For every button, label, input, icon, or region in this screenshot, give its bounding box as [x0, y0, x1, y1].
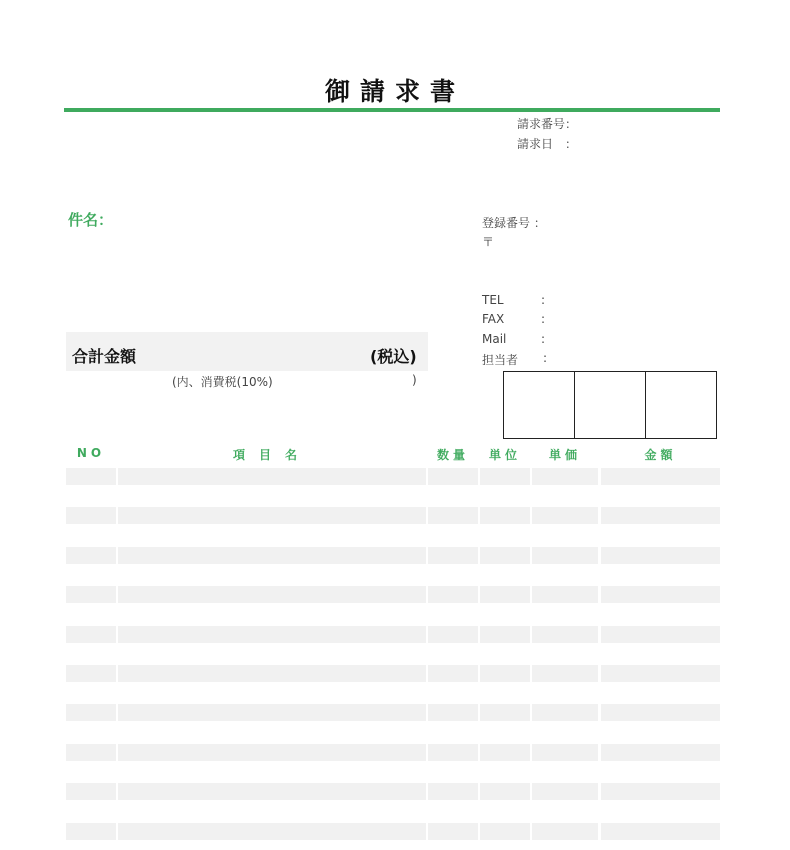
cell-no[interactable]: [66, 665, 116, 682]
cell-quantity[interactable]: [428, 823, 478, 840]
cell-unit-price[interactable]: [532, 547, 598, 564]
cell-unit-price[interactable]: [532, 507, 598, 524]
cell-unit[interactable]: [480, 783, 530, 800]
cell-unit-price[interactable]: [532, 704, 598, 721]
cell-amount[interactable]: [601, 665, 720, 682]
table-row: [0, 468, 790, 485]
cell-unit[interactable]: [480, 744, 530, 761]
cell-item-name[interactable]: [118, 704, 426, 721]
cell-no[interactable]: [66, 547, 116, 564]
cell-no[interactable]: [66, 507, 116, 524]
cell-item-name[interactable]: [118, 744, 426, 761]
table-row: [0, 586, 790, 603]
title-underline: [64, 108, 720, 112]
cell-unit-price[interactable]: [532, 626, 598, 643]
cell-no[interactable]: [66, 823, 116, 840]
table-row: [0, 783, 790, 800]
cell-item-name[interactable]: [118, 507, 426, 524]
fax-colon: :: [541, 312, 546, 326]
fax-label: FAX: [482, 312, 505, 326]
tel-colon: :: [541, 293, 546, 307]
cell-no[interactable]: [66, 626, 116, 643]
cell-no[interactable]: [66, 744, 116, 761]
cell-unit[interactable]: [480, 626, 530, 643]
consumption-tax-note: (内、消費税(10%): [172, 375, 273, 389]
cell-quantity[interactable]: [428, 704, 478, 721]
header-unit: 単位: [488, 448, 521, 462]
cell-quantity[interactable]: [428, 547, 478, 564]
cell-unit[interactable]: [480, 507, 530, 524]
total-amount-label: 合計金額: [72, 347, 137, 366]
cell-amount[interactable]: [601, 586, 720, 603]
cell-amount[interactable]: [601, 547, 720, 564]
document-title: 御請求書: [324, 77, 465, 106]
cell-no[interactable]: [66, 468, 116, 485]
cell-unit[interactable]: [480, 547, 530, 564]
table-row: [0, 626, 790, 643]
cell-quantity[interactable]: [428, 586, 478, 603]
stamp-box[interactable]: [646, 372, 716, 438]
tax-included-label: (税込): [370, 347, 417, 366]
mail-label: Mail: [482, 332, 507, 346]
cell-quantity[interactable]: [428, 626, 478, 643]
cell-quantity[interactable]: [428, 507, 478, 524]
cell-item-name[interactable]: [118, 823, 426, 840]
header-no: NO: [76, 446, 106, 460]
header-unit-price: 単価: [548, 448, 581, 462]
tel-label: TEL: [482, 293, 504, 307]
table-row: [0, 665, 790, 682]
header-item-name: 項目名: [232, 448, 311, 462]
subject-label: 件名：: [68, 211, 114, 229]
cell-no[interactable]: [66, 586, 116, 603]
cell-unit[interactable]: [480, 704, 530, 721]
registration-number-label: 登録番号 ：: [482, 216, 546, 230]
stamp-box[interactable]: [504, 372, 575, 438]
contact-person-label: 担当者: [482, 353, 519, 367]
table-row: [0, 744, 790, 761]
cell-amount[interactable]: [601, 507, 720, 524]
cell-item-name[interactable]: [118, 665, 426, 682]
cell-amount[interactable]: [601, 704, 720, 721]
table-row: [0, 507, 790, 524]
cell-quantity[interactable]: [428, 665, 478, 682]
invoice-number-label: 請求番号：: [517, 117, 578, 131]
cell-unit-price[interactable]: [532, 783, 598, 800]
cell-amount[interactable]: [601, 783, 720, 800]
contact-colon: :: [543, 351, 548, 365]
cell-unit-price[interactable]: [532, 823, 598, 840]
cell-unit-price[interactable]: [532, 586, 598, 603]
cell-quantity[interactable]: [428, 468, 478, 485]
cell-unit[interactable]: [480, 586, 530, 603]
cell-amount[interactable]: [601, 744, 720, 761]
header-amount: 金額: [644, 448, 677, 462]
table-row: [0, 547, 790, 564]
postal-mark: 〒: [482, 235, 495, 249]
cell-no[interactable]: [66, 783, 116, 800]
cell-item-name[interactable]: [118, 783, 426, 800]
mail-colon: :: [541, 332, 546, 346]
cell-unit-price[interactable]: [532, 468, 598, 485]
cell-unit[interactable]: [480, 665, 530, 682]
cell-amount[interactable]: [601, 626, 720, 643]
header-quantity: 数量: [436, 448, 469, 462]
table-row: [0, 704, 790, 721]
cell-unit-price[interactable]: [532, 665, 598, 682]
cell-item-name[interactable]: [118, 626, 426, 643]
cell-amount[interactable]: [601, 823, 720, 840]
cell-quantity[interactable]: [428, 783, 478, 800]
cell-item-name[interactable]: [118, 547, 426, 564]
cell-amount[interactable]: [601, 468, 720, 485]
cell-unit-price[interactable]: [532, 744, 598, 761]
invoice-date-label: 請求日 ：: [517, 137, 578, 151]
cell-no[interactable]: [66, 704, 116, 721]
stamp-box[interactable]: [575, 372, 646, 438]
stamp-boxes: [503, 371, 717, 439]
consumption-tax-close: ): [412, 373, 417, 387]
cell-unit[interactable]: [480, 468, 530, 485]
cell-item-name[interactable]: [118, 468, 426, 485]
cell-item-name[interactable]: [118, 586, 426, 603]
cell-unit[interactable]: [480, 823, 530, 840]
table-row: [0, 823, 790, 840]
cell-quantity[interactable]: [428, 744, 478, 761]
